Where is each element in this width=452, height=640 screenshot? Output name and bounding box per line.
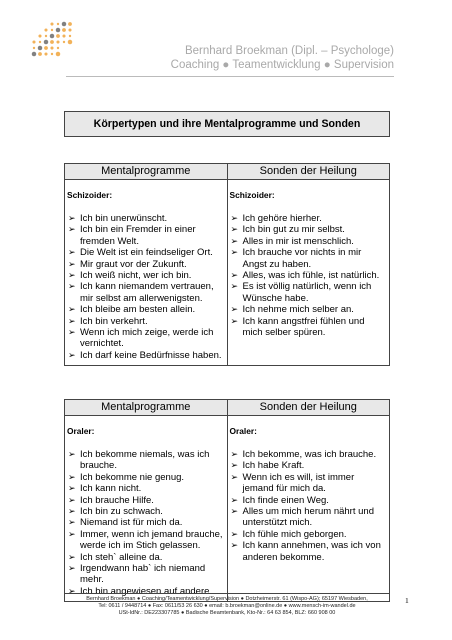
arrow-bullet-icon: ➢ xyxy=(68,270,76,281)
list-item xyxy=(68,327,224,350)
list-item xyxy=(68,483,224,494)
list-item xyxy=(68,449,224,472)
list-item xyxy=(231,506,387,529)
list-item-text: Ich brauche vor nichts in mir Angst zu haben. xyxy=(242,247,362,270)
list-item-text: Ich brauche Hilfe. xyxy=(80,494,154,506)
column-header-mental: Mentalprogramme xyxy=(65,400,228,416)
arrow-bullet-icon: ➢ xyxy=(230,315,238,326)
arrow-bullet-icon: ➢ xyxy=(230,213,238,223)
list-item-text: Wenn ich es will, ist immer jemand für mich da. xyxy=(242,471,355,495)
list-item xyxy=(68,563,224,586)
list-item xyxy=(68,224,224,247)
arrow-bullet-icon: ➢ xyxy=(230,247,238,258)
letterhead-name: Bernhard Broekman (Dipl. – Psychologe) xyxy=(184,45,394,57)
list-item-text: Ich habe Kraft. xyxy=(242,460,305,472)
arrow-bullet-icon: ➢ xyxy=(68,247,76,258)
mental-programs-cell xyxy=(65,180,228,366)
arrow-bullet-icon: ➢ xyxy=(230,528,238,539)
list-item-text: Ich kann niemandem vertrauen, mir selbst am allerwenigsten. xyxy=(80,281,214,304)
list-item-text: Ich bekomme nie genug. xyxy=(80,471,185,483)
list-item xyxy=(231,529,387,540)
arrow-bullet-icon: ➢ xyxy=(68,528,76,539)
arrow-bullet-icon: ➢ xyxy=(230,494,238,505)
list-item xyxy=(231,495,387,506)
list-item-text: Ich nehme mich selber an. xyxy=(242,304,354,316)
arrow-bullet-icon: ➢ xyxy=(68,304,76,315)
list-item-text: Ich kann angstfrei fühlen und mich selber spüren. xyxy=(242,315,365,339)
list-item-text: Ich bin gut zu mir selbst. xyxy=(242,224,345,236)
arrow-bullet-icon: ➢ xyxy=(68,449,76,459)
list-item xyxy=(231,270,387,281)
type-title: Oraler: xyxy=(67,426,95,436)
page-number: 1 xyxy=(405,596,409,605)
list-item-text: Alles um mich herum nährt und unterstützt mich. xyxy=(242,506,374,529)
list-item-text: Niemand ist für mich da. xyxy=(80,517,183,529)
arrow-bullet-icon: ➢ xyxy=(68,224,76,235)
list-item xyxy=(68,259,224,270)
list-item xyxy=(231,316,387,339)
list-item xyxy=(231,540,387,563)
letterhead-services: Coaching ● Teamentwicklung ● Supervision xyxy=(170,59,394,71)
arrow-bullet-icon: ➢ xyxy=(68,506,76,517)
list-item-text: Ich weiß nicht, wer ich bin. xyxy=(80,270,192,282)
list-item xyxy=(68,517,224,528)
arrow-bullet-icon: ➢ xyxy=(230,270,238,281)
list-item-text: Ich bekomme, was ich brauche. xyxy=(242,449,377,460)
list-item-text: Ich kann nicht. xyxy=(80,483,142,495)
list-item xyxy=(68,495,224,506)
list-item xyxy=(231,460,387,471)
type-title: Oraler: xyxy=(229,426,257,436)
list-item-text: Ich bin zu schwach. xyxy=(80,506,163,518)
letterhead xyxy=(171,44,394,72)
list-item-text: Ich finde einen Weg. xyxy=(242,494,329,506)
list-item xyxy=(231,236,387,247)
list-item xyxy=(68,304,224,315)
arrow-bullet-icon: ➢ xyxy=(68,315,76,326)
healing-probes-cell xyxy=(227,180,390,366)
mental-programs-list xyxy=(65,213,227,365)
footer-contact: Tel: 0611 / 9448714 ● Fax: 0611/53 26 630 ● email: b.broekman@online.de ● www.mensch-im-wandel.de xyxy=(98,603,356,610)
list-item xyxy=(68,316,224,327)
list-item-text: Immer, wenn ich jemand brauche, werde ich im Stich gelassen. xyxy=(80,528,223,552)
company-logo xyxy=(30,20,76,60)
arrow-bullet-icon: ➢ xyxy=(230,506,238,517)
healing-probes-list xyxy=(228,449,390,567)
arrow-bullet-icon: ➢ xyxy=(230,471,238,482)
arrow-bullet-icon: ➢ xyxy=(68,327,76,338)
arrow-bullet-icon: ➢ xyxy=(68,483,76,494)
list-item-text: Ich darf keine Bedürfnisse haben. xyxy=(80,349,222,361)
list-item-text: Ich gehöre hierher. xyxy=(242,213,322,224)
list-item xyxy=(68,529,224,552)
list-item-text: Ich bin unerwünscht. xyxy=(80,213,168,224)
arrow-bullet-icon: ➢ xyxy=(230,224,238,235)
footer-address: Bernhard Broekman ● Coaching/Teamentwicklung/Supervision ● Dotzheimerstr. 61 (Wispo-AG); 65197 Wiesbaden, xyxy=(86,596,368,602)
arrow-bullet-icon: ➢ xyxy=(68,585,76,596)
list-item xyxy=(68,247,224,258)
list-item-text: Mir graut vor der Zukunft. xyxy=(80,258,187,270)
list-item-text: Ich bekomme niemals, was ich brauche. xyxy=(80,449,210,472)
healing-probes-cell xyxy=(227,416,390,602)
arrow-bullet-icon: ➢ xyxy=(230,449,238,459)
list-item-text: Ich bin angewiesen auf andere. xyxy=(80,585,213,597)
arrow-bullet-icon: ➢ xyxy=(230,235,238,246)
list-item xyxy=(231,281,387,304)
list-item xyxy=(68,270,224,281)
type-title: Schizoider: xyxy=(229,190,275,200)
list-item xyxy=(68,213,224,224)
list-item xyxy=(68,506,224,517)
list-item-text: Ich bleibe am besten allein. xyxy=(80,304,196,316)
list-item-text: Ich kann annehmen, was ich von anderen bekomme. xyxy=(242,540,381,563)
list-item-text: Alles, was ich fühle, ist natürlich. xyxy=(242,270,380,282)
list-item xyxy=(231,304,387,315)
arrow-bullet-icon: ➢ xyxy=(68,281,76,292)
mental-programs-list xyxy=(65,449,227,601)
arrow-bullet-icon: ➢ xyxy=(68,494,76,505)
header-divider xyxy=(66,76,394,77)
list-item xyxy=(231,472,387,495)
column-header-mental: Mentalprogramme xyxy=(65,164,228,180)
list-item-text: Ich fühle mich geborgen. xyxy=(242,528,347,540)
list-item xyxy=(231,224,387,235)
arrow-bullet-icon: ➢ xyxy=(230,460,238,471)
list-item xyxy=(231,449,387,460)
arrow-bullet-icon: ➢ xyxy=(68,349,76,360)
list-item xyxy=(231,247,387,270)
list-item-text: Ich bin verkehrt. xyxy=(80,315,148,327)
list-item xyxy=(231,213,387,224)
document-title: Körpertypen und ihre Mentalprogramme und Sonden xyxy=(64,111,390,137)
arrow-bullet-icon: ➢ xyxy=(68,517,76,528)
list-item xyxy=(68,281,224,304)
section-table-schizoid xyxy=(64,163,390,366)
arrow-bullet-icon: ➢ xyxy=(68,258,76,269)
type-title: Schizoider: xyxy=(67,190,113,200)
footer xyxy=(50,596,404,618)
arrow-bullet-icon: ➢ xyxy=(68,213,76,223)
arrow-bullet-icon: ➢ xyxy=(230,304,238,315)
footer-bank: USt-IdNr.: DE223307785 ● Badische Beamtenbank, Kto-Nr.: 64 63 854, BLZ: 660 908 00 xyxy=(118,610,336,617)
arrow-bullet-icon: ➢ xyxy=(230,540,238,551)
list-item xyxy=(68,350,224,361)
list-item xyxy=(68,472,224,483)
footer-divider xyxy=(64,593,390,594)
list-item-text: Ich steh` alleine da. xyxy=(80,551,163,563)
column-header-healing: Sonden der Heilung xyxy=(227,164,390,180)
arrow-bullet-icon: ➢ xyxy=(230,281,238,292)
list-item-text: Wenn ich mich zeige, werde ich vernichtet. xyxy=(80,327,214,350)
arrow-bullet-icon: ➢ xyxy=(68,471,76,482)
column-header-healing: Sonden der Heilung xyxy=(227,400,390,416)
list-item-text: Irgendwann hab` ich niemand mehr. xyxy=(80,563,206,586)
arrow-bullet-icon: ➢ xyxy=(68,563,76,574)
list-item xyxy=(68,552,224,563)
mental-programs-cell xyxy=(65,416,228,602)
list-item-text: Alles in mir ist menschlich. xyxy=(242,235,354,247)
list-item-text: Die Welt ist ein feindseliger Ort. xyxy=(80,247,213,259)
list-item-text: Ich bin ein Fremder in einer fremden Welt. xyxy=(80,224,196,247)
arrow-bullet-icon: ➢ xyxy=(68,551,76,562)
healing-probes-list xyxy=(228,213,390,342)
section-table-oral xyxy=(64,399,390,602)
list-item-text: Es ist völlig natürlich, wenn ich Wünsche habe. xyxy=(242,281,372,304)
